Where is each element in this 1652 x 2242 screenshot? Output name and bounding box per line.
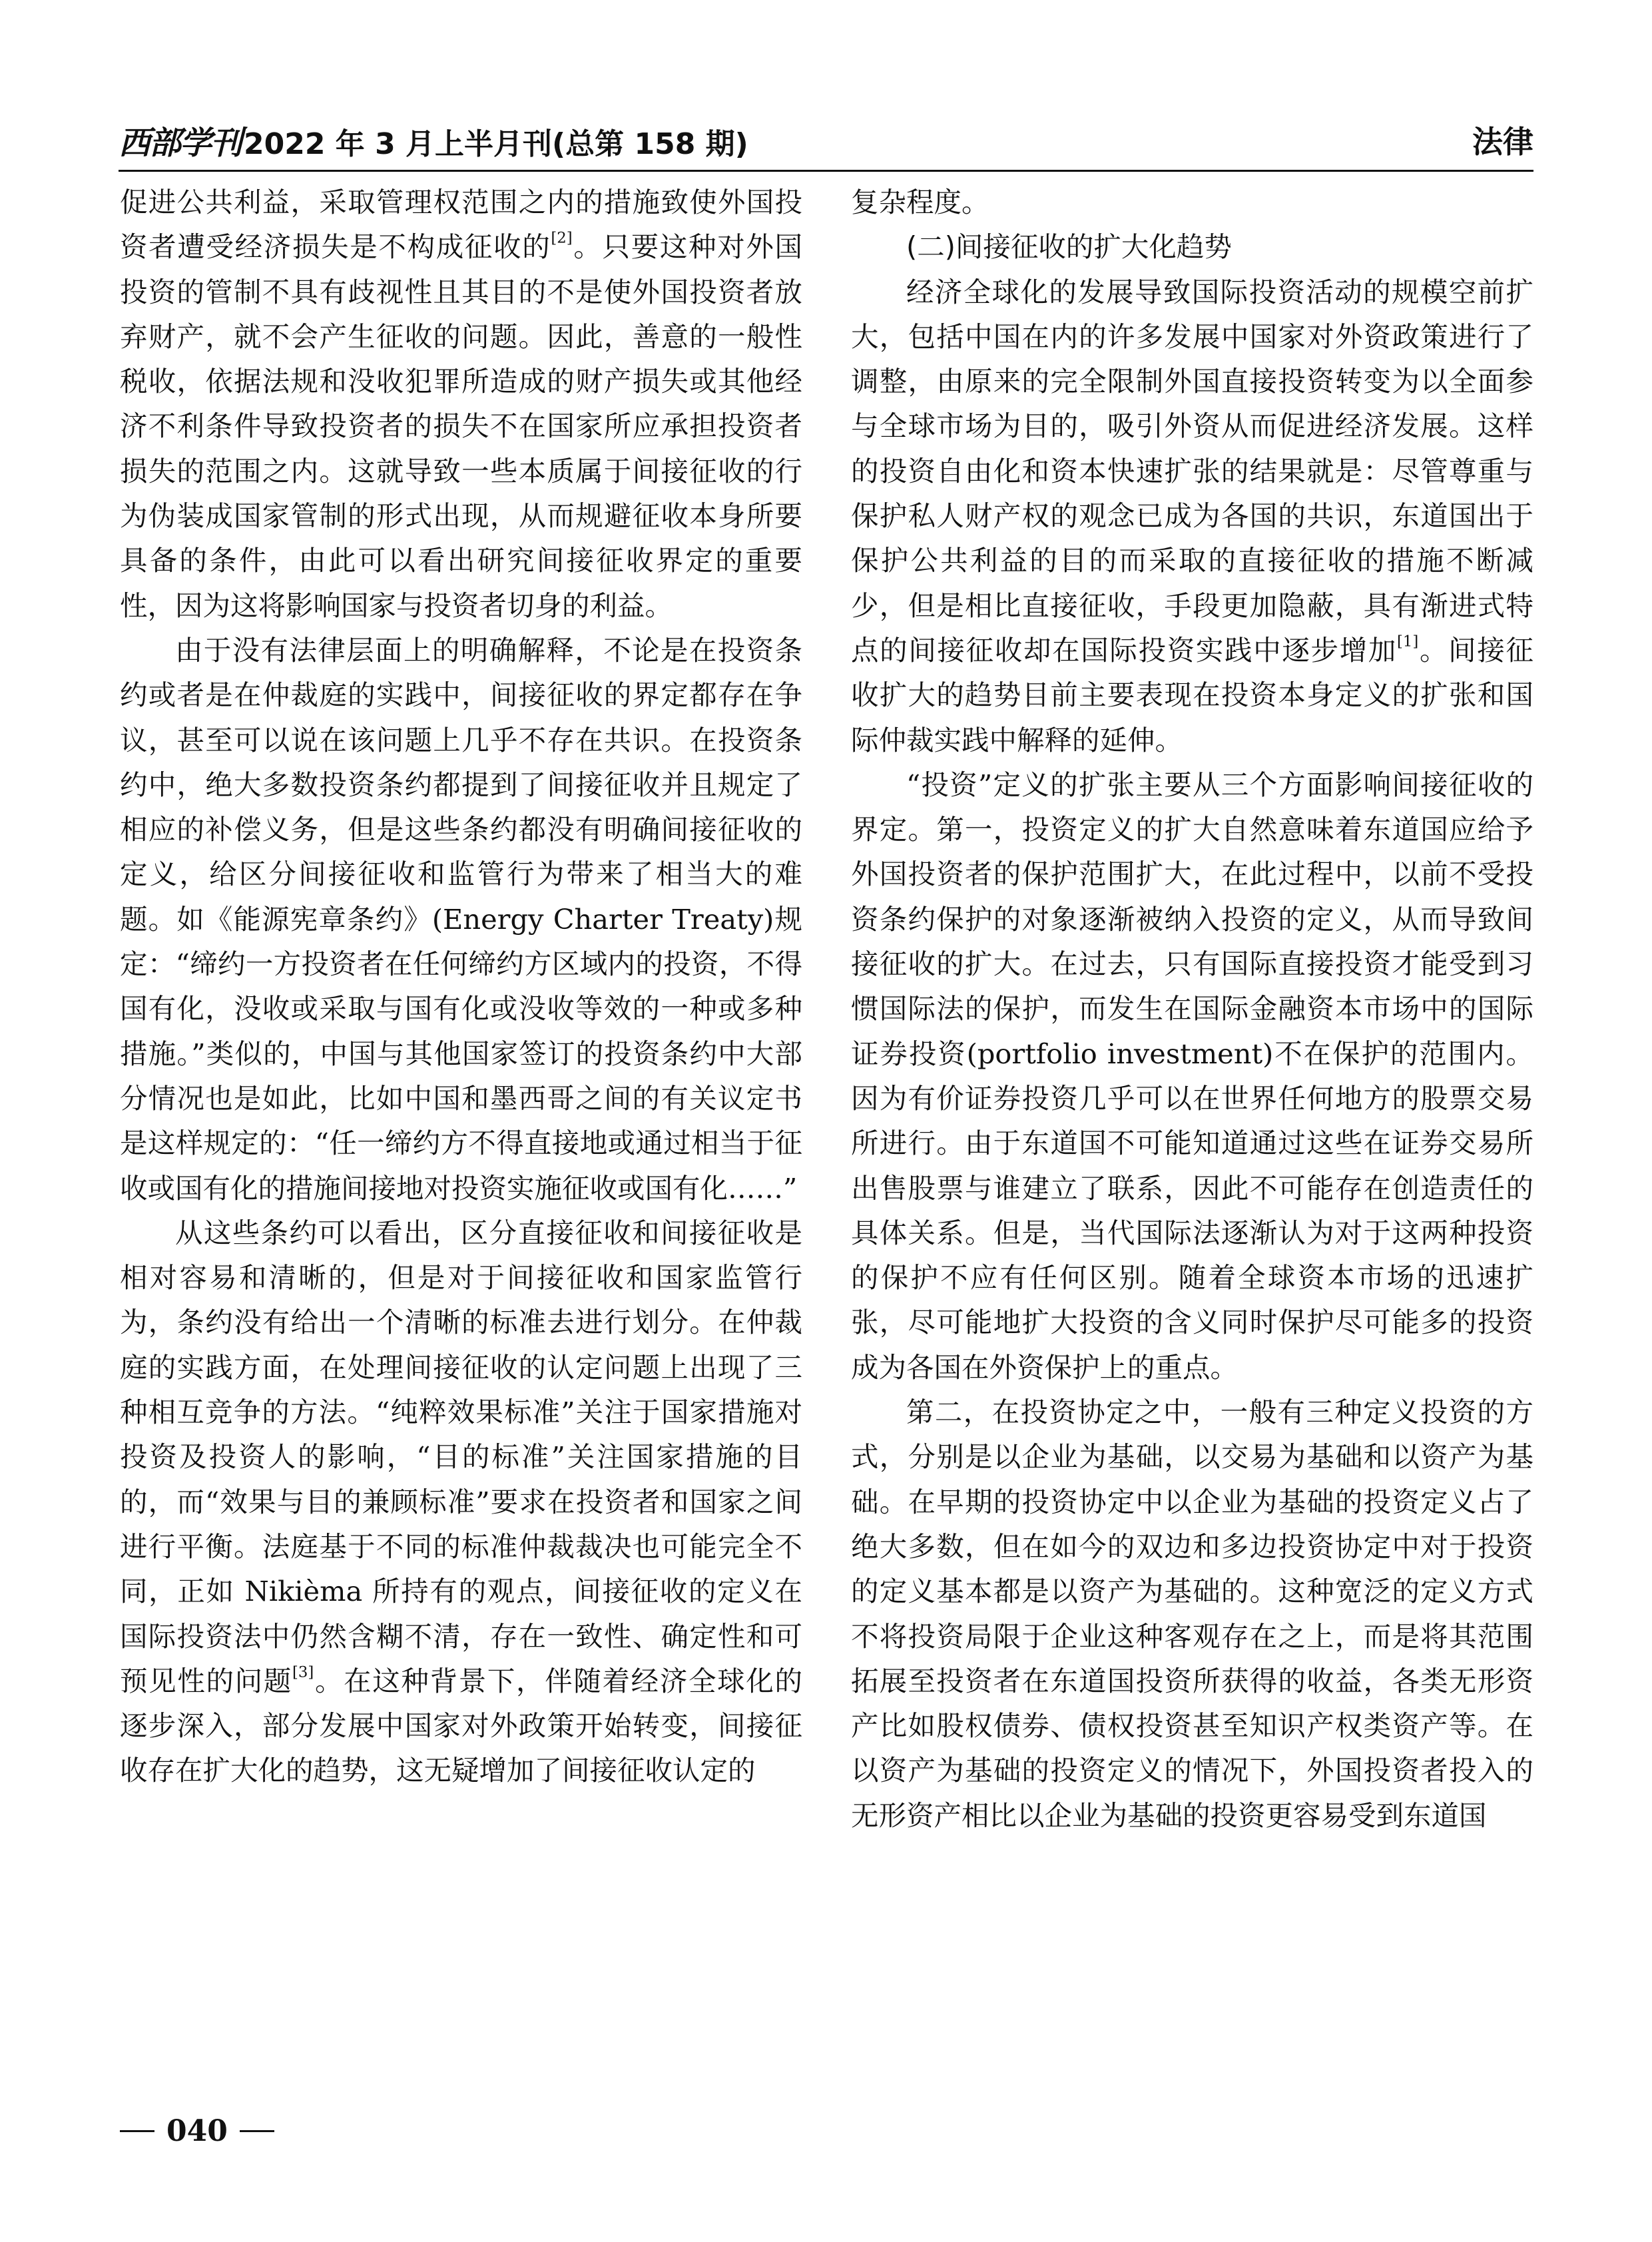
footer-dash	[240, 2130, 274, 2132]
paragraph: 复杂程度。	[851, 186, 989, 218]
right-column	[851, 180, 1533, 2111]
paragraph: 经济全球化的发展导致国际投资活动的规模空前扩大，包括中国在内的许多发展中国家对外资政策进行了调整，由原来的完全限制外国直接投资转变为以全面参与全球市场为目的，吸引外资从而促进经济发展。这样的投资自由化和资本快速扩张的结果就是：尽管尊重与保护私人财产权的观念已成为各国的共识，东道国出于保护公共利益的目的而采取的直接征收的措施不断减少，但是相比直接征收，手段更加隐蔽，具有渐进式特点的间接征收却在国际投资实践中逐步增加[1]。间接征收扩大的趋势目前主要表现在投资本身定义的扩张和国际仲裁实践中解释的延伸。	[851, 275, 1533, 756]
journal-issue-line	[119, 117, 748, 163]
left-column	[120, 180, 802, 2111]
header-rule	[119, 170, 1533, 172]
section-subheading: (二)间接征收的扩大化趋势	[906, 230, 1232, 264]
journal-logo: 西部学刊	[119, 124, 242, 162]
paragraph: 第二，在投资协定之中，一般有三种定义投资的方式，分别是以企业为基础，以交易为基础和以资产为基础。在早期的投资协定中以企业为基础的投资定义占了绝大多数，但在如今的双边和多边投资协定中对于投资的定义基本都是以资产为基础的。这种宽泛的定义方式不将投资局限于企业这种客观存在之上，而是将其范围拓展至投资者在东道国投资所获得的收益，各类无形资产比如股权债券、债权投资甚至知识产权类资产等。在以资产为基础的投资定义的情况下，外国投资者投入的无形资产相比以企业为基础的投资更容易受到东道国	[851, 1396, 1533, 1832]
footer-dash	[120, 2130, 154, 2132]
citation: [1]	[1397, 633, 1419, 651]
citation: [3]	[292, 1663, 314, 1681]
citation: [2]	[551, 229, 573, 247]
paragraph: “投资”定义的扩张主要从三个方面影响间接征收的界定。第一，投资定义的扩大自然意味着东道国应给予外国投资者的保护范围扩大，在此过程中，以前不受投资条约保护的对象逐渐被纳入投资的定义，从而导致间接征收的扩大。在过去，只有国际直接投资才能受到习惯国际法的保护，而发生在国际金融资本市场中的国际证券投资(portfolio investment)不在保护的范围内。因为有价证券投资几乎可以在世界任何地方的股票交易所进行。由于东道国不可能知道通过这些在证券交易所出售股票与谁建立了联系，因此不可能存在创造责任的具体关系。但是，当代国际法逐渐认为对于这两种投资的保护不应有任何区别。随着全球资本市场的迅速扩张，尽可能地扩大投资的含义同时保护尽可能多的投资成为各国在外资保护上的重点。	[851, 768, 1533, 1384]
issue-label: 2022 年 3 月上半月刊(总第 158 期)	[244, 127, 748, 161]
paragraph: 促进公共利益，采取管理权范围之内的措施致使外国投资者遭受经济损失是不构成征收的[2]。只要这种对外国投资的管制不具有歧视性且其目的不是使外国投资者放弃财产，就不会产生征收的问题。因此，善意的一般性税收，依据法规和没收犯罪所造成的财产损失或其他经济不利条件导致投资者的损失不在国家所应承担投资者损失的范围之内。这就导致一些本质属于间接征收的行为伪装成国家管制的形式出现，从而规避征收本身所要具备的条件，由此可以看出研究间接征收界定的重要性，因为这将影响国家与投资者切身的利益。	[120, 186, 802, 622]
paragraph: 从这些条约可以看出，区分直接征收和间接征收是相对容易和清晰的，但是对于间接征收和国家监管行为，条约没有给出一个清晰的标准去进行划分。在仲裁庭的实践方面，在处理间接征收的认定问题上出现了三种相互竞争的方法。“纯粹效果标准”关注于国家措施对投资及投资人的影响，“目的标准”关注国家措施的目的，而“效果与目的兼顾标准”要求在投资者和国家之间进行平衡。法庭基于不同的标准仲裁裁决也可能完全不同，正如 Nikièma 所持有的观点，间接征收的定义在国际投资法中仍然含糊不清，存在一致性、确定性和可预见性的问题[3]。在这种背景下，伴随着经济全球化的逐步深入，部分发展中国家对外政策开始转变，间接征收存在扩大化的趋势，这无疑增加了间接征收认定的	[120, 1216, 802, 1787]
page-number: 040	[166, 2113, 228, 2148]
page-header	[119, 113, 1533, 166]
paragraph: 由于没有法律层面上的明确解释，不论是在投资条约或者是在仲裁庭的实践中，间接征收的界定都存在争议，甚至可以说在该问题上几乎不存在共识。在投资条约中，绝大多数投资条约都提到了间接征收并且规定了相应的补偿义务，但是这些条约都没有明确间接征收的定义，给区分间接征收和监管行为带来了相当大的难题。如《能源宪章条约》(Energy Charter Treaty)规定：“缔约一方投资者在任何缔约方区域内的投资，不得国有化，没收或采取与国有化或没收等效的一种或多种措施。”类似的，中国与其他国家签订的投资条约中大部分情况也是如此，比如中国和墨西哥之间的有关议定书是这样规定的：“任一缔约方不得直接地或通过相当于征收或国有化的措施间接地对投资实施征收或国有化……”	[120, 633, 802, 1205]
section-label: 法律	[1472, 124, 1533, 160]
page-footer	[120, 2111, 286, 2151]
